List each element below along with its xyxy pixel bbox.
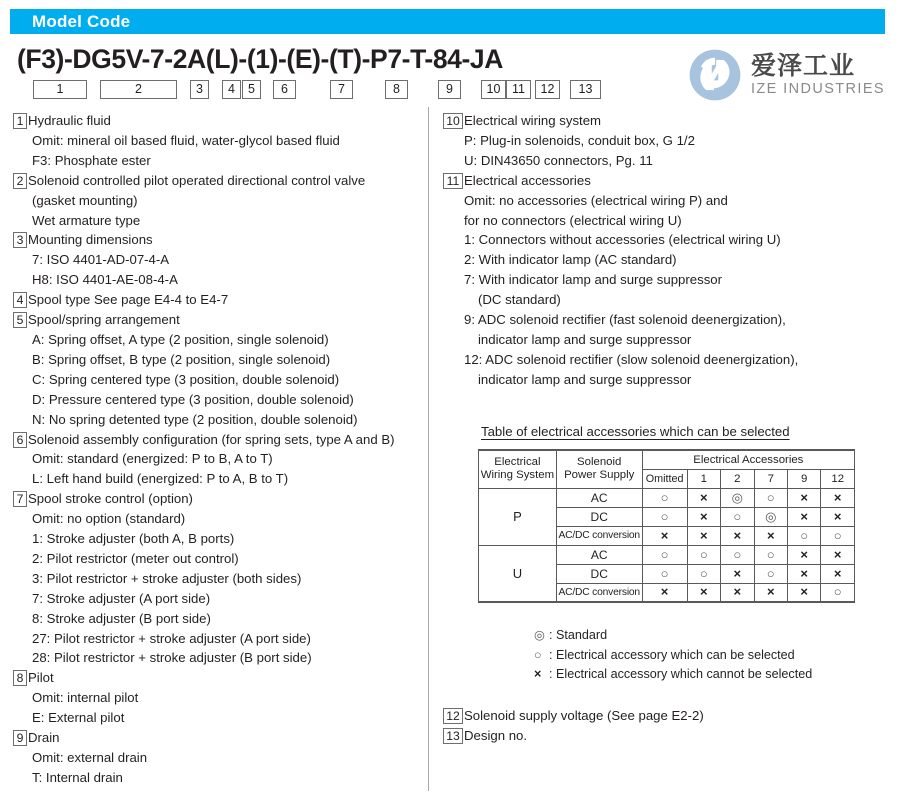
cell-availability-circle <box>687 564 720 583</box>
spec-option-line: 3: Pilot restrictor + stroke adjuster (both sides) <box>32 570 302 586</box>
cross-icon: × <box>660 584 669 600</box>
code-index-box: 8 <box>385 80 408 99</box>
cell-availability-cross <box>787 545 820 564</box>
cell-availability-cross <box>754 526 787 545</box>
double-circle-icon: ◎ <box>765 508 777 524</box>
cross-icon: × <box>733 565 742 581</box>
code-index-box: 13 <box>570 80 601 99</box>
spec-option-line: Omit: external drain <box>32 750 148 765</box>
spec-heading-text: Solenoid supply voltage (See page E2-2) <box>464 708 704 723</box>
spec-entry-6 <box>13 430 425 490</box>
circle-icon: ○ <box>733 508 742 524</box>
code-index-box: 3 <box>190 80 209 99</box>
spec-option-line: 1: Stroke adjuster (both A, B ports) <box>32 531 235 547</box>
spec-option-line: Omit: mineral oil based fluid, water-glycol based fluid <box>32 132 340 148</box>
cell-availability-cross <box>754 583 787 602</box>
circle-icon: ○ <box>699 546 708 562</box>
code-index-box: 7 <box>330 80 353 99</box>
spec-number-box: 3 <box>13 232 27 248</box>
row-power-supply: AC/DC conversion <box>556 583 642 602</box>
page-title: Model Code <box>32 12 131 31</box>
cell-availability-circle <box>721 507 754 526</box>
spec-entry-heading <box>443 111 893 131</box>
double-circle-icon: ◎ <box>731 489 743 505</box>
accessories-table-legend <box>534 626 812 685</box>
row-power-supply: DC <box>556 564 642 583</box>
circle-icon: ○ <box>534 647 542 662</box>
spec-option-line: 1: Connectors without accessories (electrical wiring U) <box>464 232 781 248</box>
circle-icon: ○ <box>660 546 669 562</box>
cell-availability-circle <box>821 526 855 545</box>
cell-availability-circle <box>687 545 720 564</box>
header-power-supply: Solenoid Power Supply <box>556 450 642 488</box>
spec-option-line: B: Spring offset, B type (2 position, single solenoid) <box>32 351 331 367</box>
cross-icon: × <box>833 508 842 524</box>
spec-option-line: D: Pressure centered type (3 position, double solenoid) <box>32 391 354 407</box>
spec-option-line: 2: With indicator lamp (AC standard) <box>464 252 677 268</box>
spec-heading-text: Design no. <box>464 727 528 743</box>
spec-option-line: 12: ADC solenoid rectifier (slow solenoid deenergization), <box>464 351 799 367</box>
cell-availability-cross <box>687 526 720 545</box>
spec-entry-heading <box>13 230 425 250</box>
cell-availability-cross <box>642 526 687 545</box>
spec-option-line: (DC standard) <box>478 292 561 308</box>
spec-heading-text: Electrical accessories <box>464 172 591 188</box>
spec-option-line: E: External pilot <box>32 710 125 726</box>
cell-availability-cross <box>787 564 820 583</box>
spec-option-line: Wet armature type <box>32 212 141 228</box>
cell-availability-cross <box>642 583 687 602</box>
cross-icon: × <box>700 489 708 505</box>
spec-number-box: 4 <box>13 292 27 308</box>
spec-option-line: C: Spring centered type (3 position, double solenoid) <box>32 371 340 387</box>
logo-text-block <box>751 50 885 98</box>
spec-option-line: 9: ADC solenoid rectifier (fast solenoid deenergization), <box>464 312 786 328</box>
cell-availability-circle <box>754 564 787 583</box>
spec-number-box: 9 <box>13 730 27 746</box>
spec-heading-text: Spool type See page E4-4 to E4-7 <box>28 292 229 308</box>
spec-number-box: 12 <box>443 708 463 724</box>
spec-option-line: Omit: standard (energized: P to B, A to T) <box>32 451 273 467</box>
code-index-box: 2 <box>100 80 177 99</box>
spec-number-box: 7 <box>13 491 27 507</box>
spec-option-line: P: Plug-in solenoids, conduit box, G 1/2 <box>464 132 695 148</box>
code-index-box: 1 <box>33 80 87 99</box>
spec-option-line: 7: ISO 4401-AD-07-4-A <box>32 252 170 268</box>
cell-availability-circle <box>754 545 787 564</box>
spec-option-line: indicator lamp and surge suppressor <box>478 371 692 387</box>
circle-icon: ○ <box>833 527 842 543</box>
row-wiring-system: U <box>479 545 557 602</box>
spec-number-box: 2 <box>13 173 27 189</box>
row-power-supply: AC/DC conversion <box>556 526 642 545</box>
cell-availability-cross <box>687 488 720 507</box>
table-row <box>479 545 855 564</box>
cell-availability-circle <box>721 545 754 564</box>
cell-availability-cross <box>687 507 720 526</box>
spec-entry-4 <box>13 290 425 310</box>
cross-icon: × <box>833 489 842 505</box>
spec-option-line: Omit: no accessories (electrical wiring P) and <box>464 192 728 208</box>
circle-icon: ○ <box>733 546 742 562</box>
spec-option-line: Omit: internal pilot <box>32 690 139 706</box>
spec-heading-text: Mounting dimensions <box>28 232 153 248</box>
code-index-box: 12 <box>535 80 560 99</box>
spec-heading-text: Electrical wiring system <box>464 113 602 128</box>
circle-icon: ○ <box>699 565 708 581</box>
spec-entry-11 <box>443 171 893 390</box>
cell-availability-cross <box>821 545 855 564</box>
spec-entry-12 <box>443 706 893 726</box>
spec-number-box: 1 <box>13 113 27 129</box>
cell-availability-circle <box>821 583 855 602</box>
row-power-supply: AC <box>556 545 642 564</box>
row-wiring-system: P <box>479 488 557 545</box>
cell-availability-cross <box>687 583 720 602</box>
logo-english-name: IZE INDUSTRIES <box>751 81 885 98</box>
cell-availability-cross <box>721 526 754 545</box>
cross-icon: × <box>800 584 808 600</box>
circle-icon: ○ <box>660 508 669 524</box>
code-index-box: 11 <box>506 80 531 99</box>
code-index-box: 9 <box>438 80 461 99</box>
spec-option-line: N: No spring detented type (2 position, double solenoid) <box>32 411 358 427</box>
legend-text: : Electrical accessory which cannot be selected <box>549 667 813 681</box>
header-accessory-col: 1 <box>687 469 720 488</box>
spec-entry-heading <box>13 728 425 748</box>
spec-option-line: A: Spring offset, A type (2 position, single solenoid) <box>32 331 329 347</box>
row-power-supply: DC <box>556 507 642 526</box>
cross-icon: × <box>833 546 842 562</box>
legend-row <box>534 665 812 685</box>
circle-icon: ○ <box>833 584 842 600</box>
spec-heading-text: Spool stroke control (option) <box>28 491 193 507</box>
spec-entry-5 <box>13 310 425 429</box>
spec-entry-13 <box>443 726 893 746</box>
spec-entry-9 <box>13 728 425 788</box>
accessories-table-caption: Table of electrical accessories which can be selected <box>481 424 790 439</box>
header-wiring-system: Electrical Wiring System <box>479 450 557 488</box>
cross-icon: × <box>766 527 775 543</box>
spec-option-line: 7: With indicator lamp and surge suppressor <box>464 272 723 288</box>
spec-entry-heading <box>443 726 893 746</box>
cell-availability-circle <box>642 507 687 526</box>
cell-availability-cross <box>787 488 820 507</box>
spec-entry-heading <box>13 310 425 330</box>
spec-option-line: L: Left hand build (energized: P to A, B to T) <box>32 471 289 487</box>
circle-icon: ○ <box>660 565 669 581</box>
spec-heading-text: Solenoid assembly configuration (for spring sets, type A and B) <box>28 431 395 447</box>
spec-entry-3 <box>13 230 425 290</box>
code-index-box: 5 <box>242 80 261 99</box>
column-divider <box>428 107 429 791</box>
table-header-row <box>479 450 855 469</box>
section-header-bar <box>10 9 885 34</box>
spec-option-line: indicator lamp and surge suppressor <box>478 331 692 347</box>
cell-availability-double-circle <box>721 488 754 507</box>
cross-icon: × <box>700 527 708 543</box>
spec-option-line: 27: Pilot restrictor + stroke adjuster (A port side) <box>32 630 311 646</box>
cell-availability-circle <box>754 488 787 507</box>
spec-entry-heading <box>443 171 893 191</box>
circle-icon: ○ <box>766 489 775 505</box>
cross-icon: × <box>700 508 708 524</box>
spec-option-line: 2: Pilot restrictor (meter out control) <box>32 550 239 566</box>
spec-entry-8 <box>13 668 425 728</box>
table-row <box>479 488 855 507</box>
cell-availability-cross <box>787 507 820 526</box>
spec-option-line: for no connectors (electrical wiring U) <box>464 212 682 228</box>
spec-entry-heading <box>13 290 425 310</box>
logo-chinese-name: 爱泽工业 <box>751 50 856 80</box>
spec-option-line: 28: Pilot restrictor + stroke adjuster (B port side) <box>32 650 312 666</box>
circle-icon: ○ <box>660 489 669 505</box>
spec-entry-heading <box>13 111 425 131</box>
spec-number-box: 10 <box>443 113 463 129</box>
spec-option-line: F3: Phosphate ester <box>32 152 151 168</box>
circle-icon: ○ <box>766 565 775 581</box>
spec-option-line: Omit: no option (standard) <box>32 511 186 527</box>
spec-number-box: 5 <box>13 312 27 328</box>
legend-row <box>534 646 812 666</box>
cell-availability-cross <box>821 488 855 507</box>
right-column-bottom-entries <box>443 706 893 746</box>
spec-entry-heading <box>443 706 893 726</box>
row-power-supply: AC <box>556 488 642 507</box>
spec-heading-text: Solenoid controlled pilot operated directional control valve <box>28 172 366 188</box>
legend-text: : Standard <box>549 628 608 642</box>
spec-number-box: 6 <box>13 432 27 448</box>
left-description-column <box>13 111 425 788</box>
ize-logo-mark-icon <box>688 48 742 102</box>
right-description-column <box>443 111 893 390</box>
spec-heading-text: Spool/spring arrangement <box>28 312 180 328</box>
spec-option-line: 8: Stroke adjuster (B port side) <box>32 610 211 626</box>
model-code-string: (F3)-DG5V-7-2A(L)-(1)-(E)-(T)-P7-T-84-JA <box>17 44 504 74</box>
spec-entry-heading <box>13 430 425 450</box>
cross-icon: × <box>800 489 808 505</box>
cell-availability-cross <box>721 564 754 583</box>
header-accessory-col: 9 <box>787 469 820 488</box>
cross-icon: × <box>733 584 742 600</box>
code-index-box: 4 <box>222 80 241 99</box>
cross-icon: × <box>733 527 742 543</box>
spec-number-box: 11 <box>443 173 463 189</box>
spec-entry-heading <box>13 489 425 509</box>
accessories-table <box>478 449 855 603</box>
spec-option-line: (gasket mounting) <box>32 192 138 208</box>
cell-availability-circle <box>642 488 687 507</box>
header-accessory-col: Omitted <box>642 469 687 488</box>
circle-icon: ○ <box>766 546 775 562</box>
code-index-box: 10 <box>481 80 506 99</box>
spec-entry-2 <box>13 171 425 231</box>
spec-entry-10 <box>443 111 893 171</box>
cell-availability-circle <box>642 564 687 583</box>
spec-heading-text: Pilot <box>28 670 54 686</box>
spec-number-box: 13 <box>443 728 463 744</box>
spec-heading-text: Drain <box>28 730 60 746</box>
spec-option-line: 7: Stroke adjuster (A port side) <box>32 590 211 606</box>
cross-icon: × <box>800 565 808 581</box>
company-logo <box>688 44 893 106</box>
spec-heading-text: Hydraulic fluid <box>28 113 111 128</box>
cross-icon: × <box>800 508 808 524</box>
cross-icon: × <box>800 546 808 562</box>
cell-availability-double-circle <box>754 507 787 526</box>
header-electrical-accessories: Electrical Accessories <box>642 450 854 469</box>
spec-option-line: U: DIN43650 connectors, Pg. 11 <box>464 152 653 168</box>
header-accessory-col: 2 <box>721 469 754 488</box>
spec-entry-1 <box>13 111 425 171</box>
cross-icon: × <box>766 584 775 600</box>
cross-icon: × <box>534 667 542 681</box>
spec-entry-heading <box>13 171 425 191</box>
circle-icon: ○ <box>800 527 809 543</box>
cell-availability-cross <box>721 583 754 602</box>
spec-number-box: 8 <box>13 670 27 686</box>
cell-availability-circle <box>642 545 687 564</box>
cell-availability-circle <box>787 526 820 545</box>
cross-icon: × <box>700 584 708 600</box>
spec-entry-7 <box>13 489 425 668</box>
double-circle-icon: ◎ <box>534 628 545 642</box>
code-index-box: 6 <box>273 80 296 99</box>
header-accessory-col: 7 <box>754 469 787 488</box>
spec-option-line: H8: ISO 4401-AE-08-4-A <box>32 272 178 288</box>
header-accessory-col: 12 <box>821 469 855 488</box>
spec-entry-heading <box>13 668 425 688</box>
spec-option-line: T: Internal drain <box>32 769 123 785</box>
legend-text: : Electrical accessory which can be selected <box>549 647 795 662</box>
cell-availability-cross <box>821 507 855 526</box>
cross-icon: × <box>660 527 669 543</box>
cell-availability-cross <box>787 583 820 602</box>
cell-availability-cross <box>821 564 855 583</box>
cross-icon: × <box>833 565 842 581</box>
legend-row <box>534 626 812 646</box>
